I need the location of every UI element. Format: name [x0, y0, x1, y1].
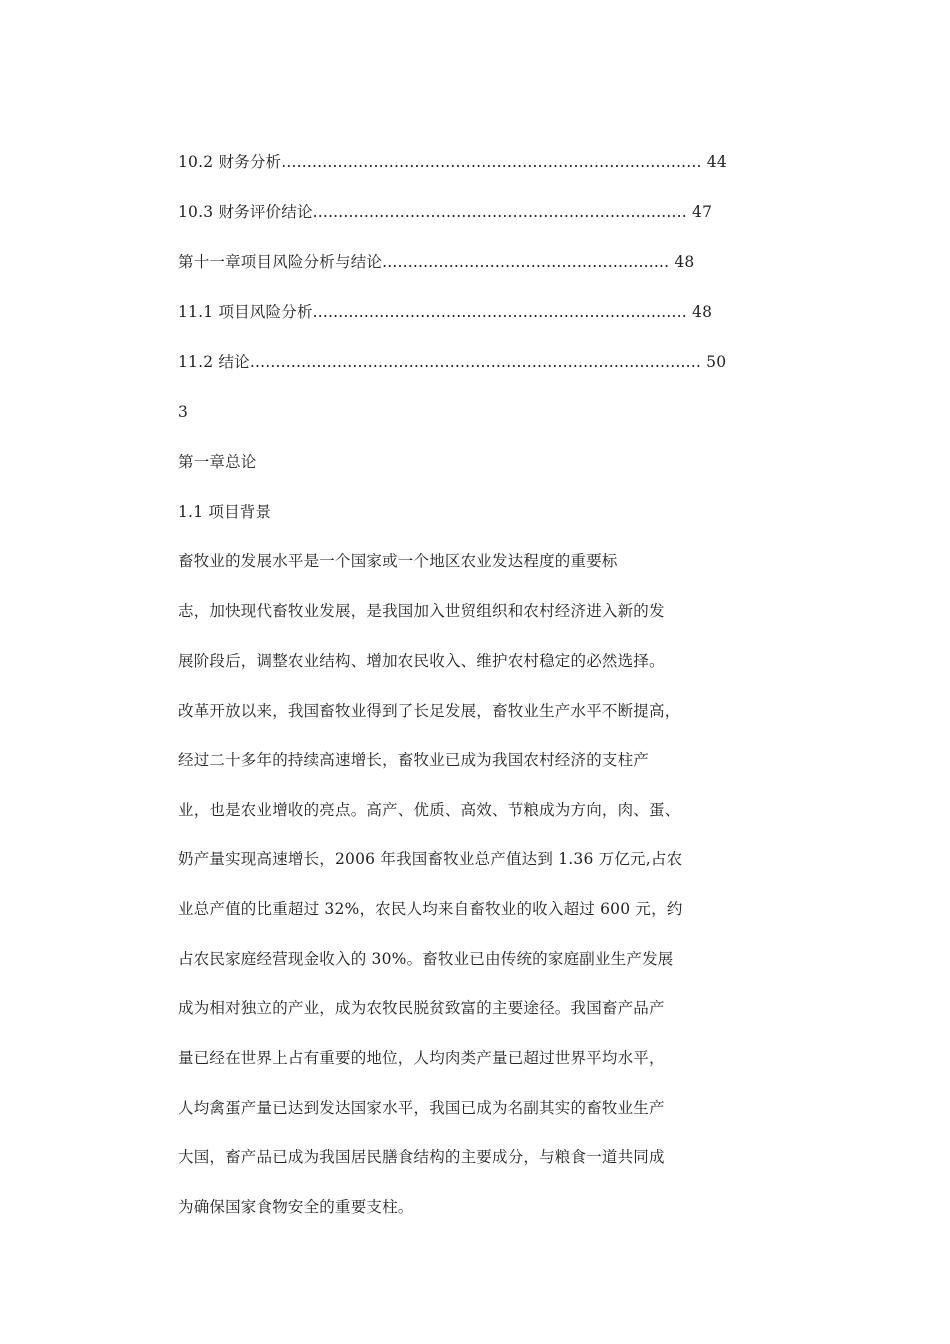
- body-line: 业总产值的比重超过 32%，农民人均来自畜牧业的收入超过 600 元，约: [178, 900, 683, 918]
- body-line: 人均禽蛋产量已达到发达国家水平，我国已成为名副其实的畜牧业生产: [178, 1099, 665, 1117]
- body-line: 占农民家庭经营现金收入的 30%。畜牧业已由传统的家庭副业生产发展: [178, 950, 674, 968]
- toc-entry-10-2[interactable]: 10.2 财务分析.................................................................................. 44: [178, 153, 727, 171]
- body-line: 志，加快现代畜牧业发展，是我国加入世贸组织和农村经济进入新的发: [178, 602, 665, 620]
- body-line: 业，也是农业增收的亮点。高产、优质、高效、节粮成为方向，肉、蛋、: [178, 801, 681, 819]
- chapter-title: 第一章总论: [178, 453, 257, 471]
- body-line: 量已经在世界上占有重要的地位，人均肉类产量已超过世界平均水平，: [178, 1049, 665, 1067]
- page-number: 3: [178, 403, 189, 421]
- body-line: 为确保国家食物安全的重要支柱。: [178, 1198, 414, 1216]
- toc-entry-chapter-11[interactable]: 第十一章项目风险分析与结论........................................................ 48: [178, 253, 695, 271]
- toc-entry-10-3[interactable]: 10.3 财务评价结论......................................................................... 47: [178, 203, 713, 221]
- body-line: 成为相对独立的产业，成为农牧民脱贫致富的主要途径。我国畜产品产: [178, 999, 665, 1017]
- toc-entry-11-1[interactable]: 11.1 项目风险分析......................................................................... 48: [178, 303, 713, 321]
- toc-entry-11-2[interactable]: 11.2 结论........................................................................................ 50: [178, 353, 727, 371]
- body-line: 畜牧业的发展水平是一个国家或一个地区农业发达程度的重要标: [178, 552, 618, 570]
- body-line: 展阶段后，调整农业结构、增加农民收入、维护农村稳定的必然选择。: [178, 652, 665, 670]
- body-line: 大国，畜产品已成为我国居民膳食结构的主要成分，与粮食一道共同成: [178, 1148, 665, 1166]
- body-line: 改革开放以来，我国畜牧业得到了长足发展，畜牧业生产水平不断提高，: [178, 702, 681, 720]
- body-line: 经过二十多年的持续高速增长，畜牧业已成为我国农村经济的支柱产: [178, 751, 650, 769]
- body-line: 奶产量实现高速增长，2006 年我国畜牧业总产值达到 1.36 万亿元,占农: [178, 850, 683, 868]
- section-title: 1.1 项目背景: [178, 503, 272, 521]
